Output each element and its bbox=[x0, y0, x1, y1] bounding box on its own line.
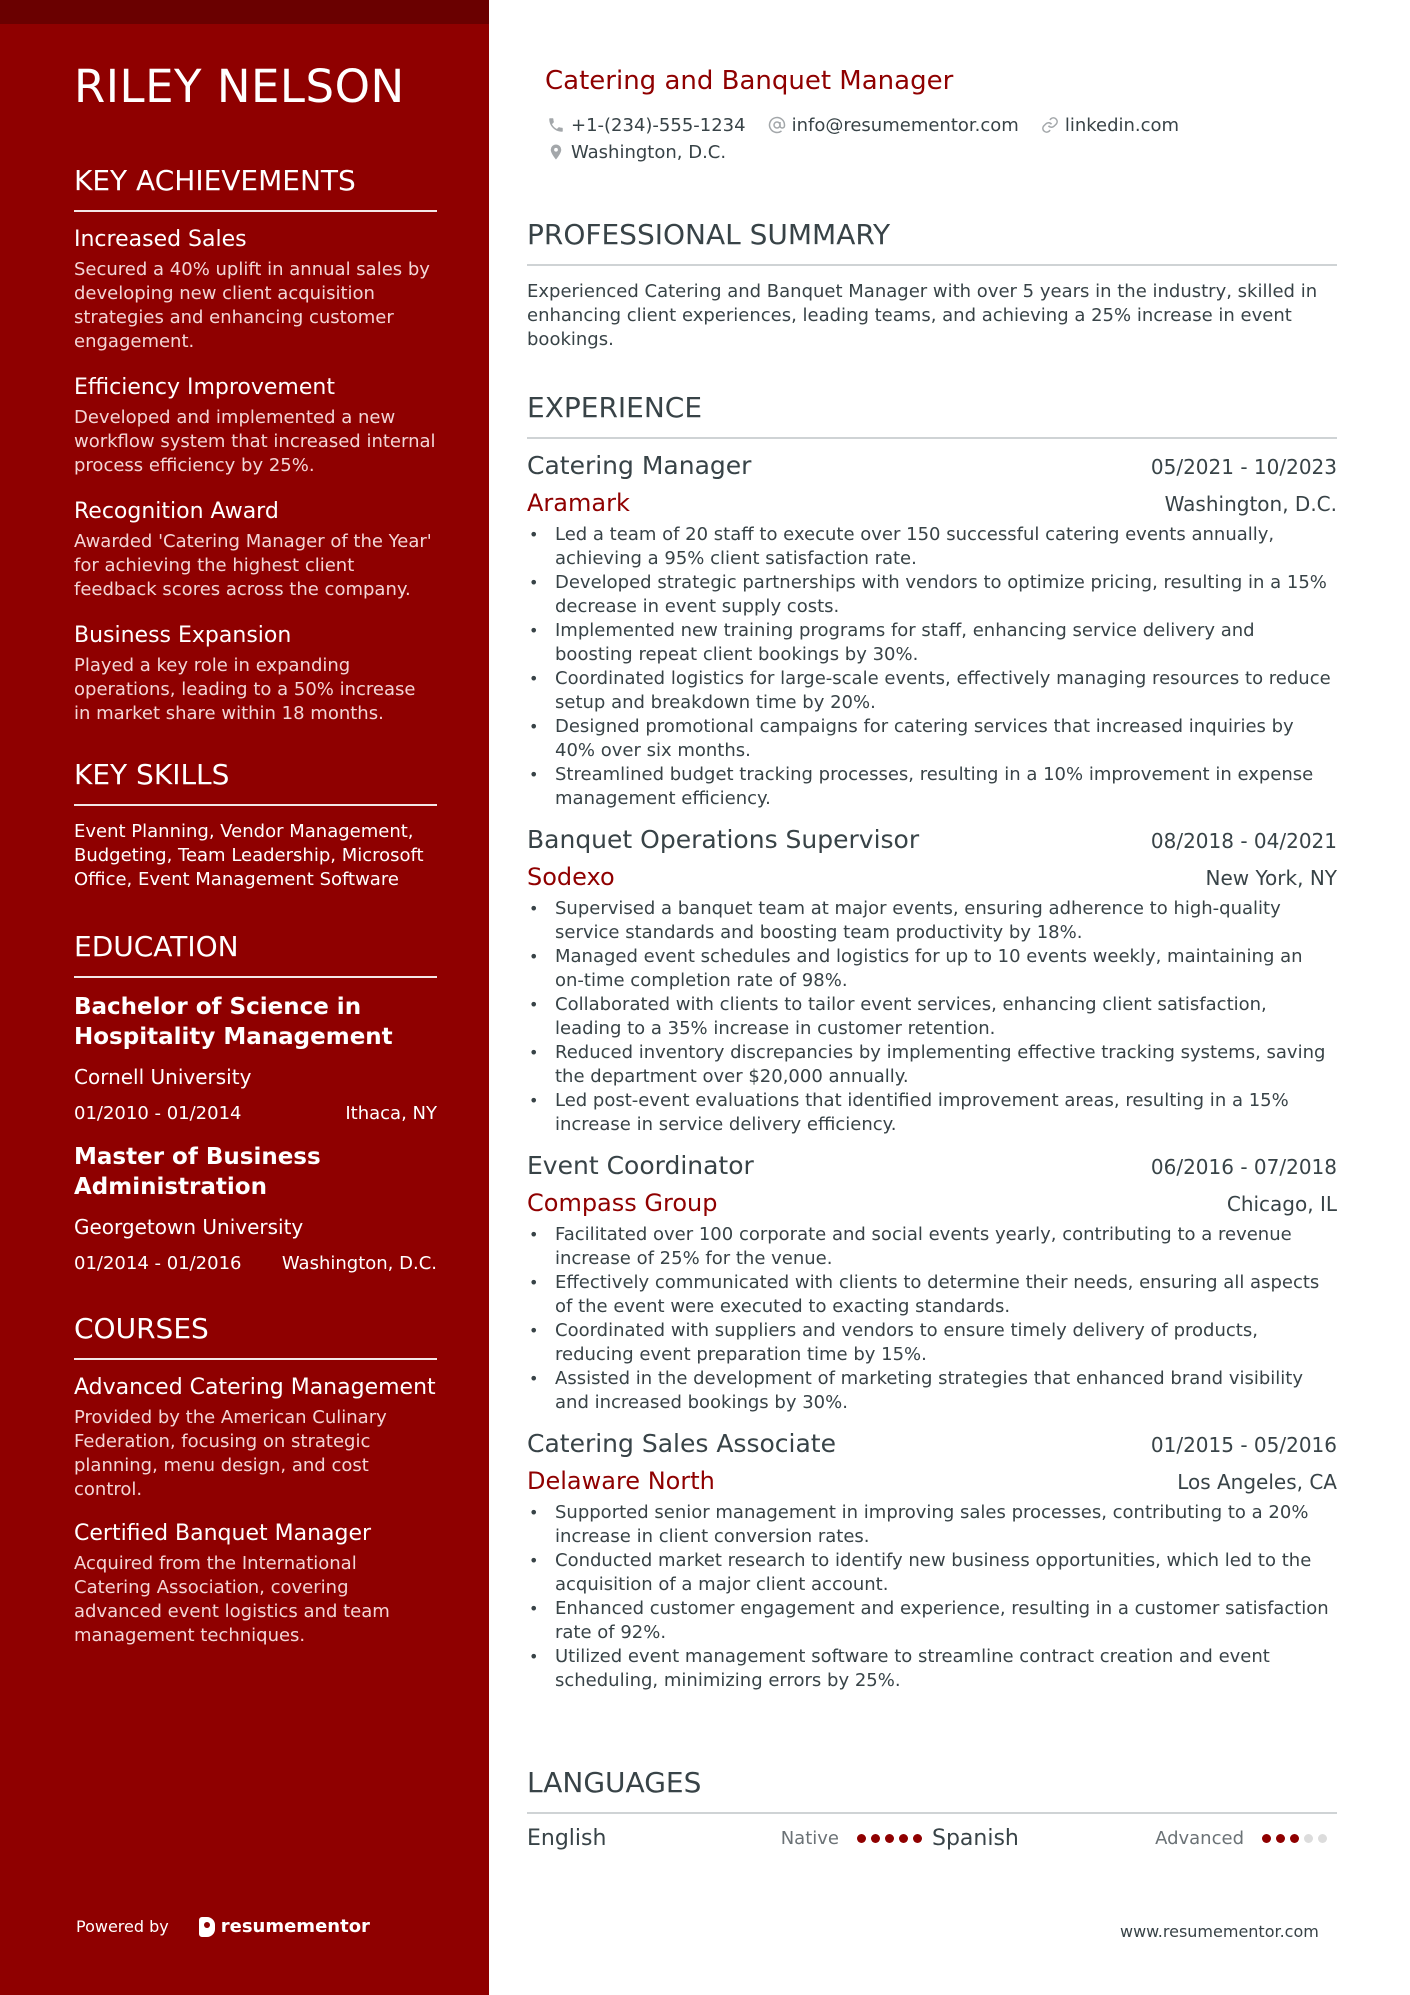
achievement-title: Increased Sales bbox=[74, 227, 247, 252]
rating-dot-filled bbox=[1290, 1834, 1299, 1843]
experience-dates: 06/2016 - 07/2018 bbox=[1150, 1155, 1337, 1179]
sidebar bbox=[0, 0, 489, 1995]
rating-dot-filled bbox=[871, 1834, 880, 1843]
education-degree: Master of Business Administration bbox=[74, 1144, 321, 1200]
experience-subheader bbox=[527, 1188, 1337, 1219]
experience-header bbox=[527, 1149, 1337, 1184]
email-text: info@resumementor.com bbox=[791, 114, 1019, 136]
location-text: Washington, D.C. bbox=[571, 141, 727, 163]
experience-item bbox=[527, 1149, 1337, 1415]
job-title: Catering and Banquet Manager bbox=[545, 66, 954, 96]
experience-role: Catering Sales Associate bbox=[527, 1429, 836, 1458]
bullet-item: • Effectively communicated with clients to determine their needs, ensuring all aspects of the event were executed to exacting standards. bbox=[527, 1271, 1337, 1319]
contact-location bbox=[545, 141, 726, 163]
summary-title: PROFESSIONAL SUMMARY bbox=[527, 218, 1337, 266]
rating-dot-filled bbox=[1276, 1834, 1285, 1843]
achievement-desc: Secured a 40% uplift in annual sales by developing new client acquisition strategies and enhancing customer engagement. bbox=[74, 259, 430, 352]
at-icon bbox=[766, 114, 788, 136]
experience-role: Catering Manager bbox=[527, 451, 752, 480]
contact-row bbox=[545, 139, 1325, 165]
bullet-item: • Facilitated over 100 corporate and social events yearly, contributing to a revenue increase of 25% for the venue. bbox=[527, 1223, 1337, 1271]
experience-header bbox=[527, 449, 1337, 484]
language-level: Advanced bbox=[1155, 1828, 1244, 1849]
course-desc: Provided by the American Culinary Federation, focusing on strategic planning, menu design, and cost control. bbox=[74, 1407, 387, 1500]
linkedin-text: linkedin.com bbox=[1064, 114, 1180, 136]
experience-item bbox=[527, 449, 1337, 811]
rating-dot-filled bbox=[1262, 1834, 1271, 1843]
key-skills-section bbox=[74, 758, 437, 892]
rating-dot-empty bbox=[1304, 1834, 1313, 1843]
footer-url[interactable]: www.resumementor.com bbox=[1120, 1922, 1319, 1941]
education-dates: 01/2010 - 01/2014 bbox=[74, 1103, 242, 1124]
rating-dot-filled bbox=[913, 1834, 922, 1843]
summary-text: Experienced Catering and Banquet Manager with over 5 years in the industry, skilled in enhancing client experiences, leading teams, and achieving a 25% increase in event bookings. bbox=[527, 281, 1318, 350]
education-degree: Bachelor of Science in Hospitality Management bbox=[74, 994, 393, 1050]
phone-text: +1-(234)-555-1234 bbox=[571, 114, 746, 136]
bullet-item: • Collaborated with clients to tailor event services, enhancing client satisfaction, leading to a 35% increase in customer retention. bbox=[527, 993, 1337, 1041]
bullet-item: • Led a team of 20 staff to execute over 150 successful catering events annually, achieving a 95% client satisfaction rate. bbox=[527, 523, 1337, 571]
achievement-title: Recognition Award bbox=[74, 499, 279, 524]
key-achievements-title: KEY ACHIEVEMENTS bbox=[74, 164, 437, 212]
course-title: Advanced Catering Management bbox=[74, 1375, 436, 1400]
education-item bbox=[74, 1142, 437, 1276]
achievement-title: Efficiency Improvement bbox=[74, 375, 335, 400]
education-school: Georgetown University bbox=[74, 1215, 304, 1239]
experience-location: Chicago, IL bbox=[1226, 1192, 1337, 1216]
brand-logo[interactable] bbox=[199, 1916, 370, 1937]
education-location: Ithaca, NY bbox=[345, 1103, 437, 1124]
achievement-desc: Developed and implemented a new workflow system that increased internal process efficiency by 25%. bbox=[74, 407, 436, 476]
education-title: EDUCATION bbox=[74, 930, 437, 978]
summary-section bbox=[527, 218, 1337, 352]
achievement-desc: Played a key role in expanding operations, leading to a 50% increase in market share within 18 months. bbox=[74, 655, 416, 724]
education-dates: 01/2014 - 01/2016 bbox=[74, 1253, 242, 1274]
bullet-item: • Streamlined budget tracking processes, resulting in a 10% improvement in expense management efficiency. bbox=[527, 763, 1337, 811]
achievement-item bbox=[74, 226, 437, 354]
contact-email[interactable] bbox=[766, 114, 1019, 136]
bullet-item: • Implemented new training programs for staff, enhancing service delivery and boosting repeat client bookings by 30%. bbox=[527, 619, 1337, 667]
language-rating bbox=[857, 1834, 927, 1843]
experience-company: Aramark bbox=[527, 489, 630, 517]
experience-title: EXPERIENCE bbox=[527, 391, 1337, 439]
bullet-item: • Supported senior management in improving sales processes, contributing to a 20% increase in client conversion rates. bbox=[527, 1501, 1337, 1549]
course-title: Certified Banquet Manager bbox=[74, 1521, 372, 1546]
bullet-item: • Supervised a banquet team at major events, ensuring adherence to high-quality service standards and boosting team productivity by 18%. bbox=[527, 897, 1337, 945]
experience-bullets bbox=[527, 523, 1337, 811]
education-item bbox=[74, 992, 437, 1126]
key-skills-title: KEY SKILLS bbox=[74, 758, 437, 806]
languages-row bbox=[527, 1826, 1337, 1851]
achievement-item bbox=[74, 498, 437, 602]
experience-location: New York, NY bbox=[1205, 866, 1337, 890]
powered-by-label: Powered by bbox=[76, 1917, 169, 1936]
experience-company: Compass Group bbox=[527, 1189, 718, 1217]
course-item bbox=[74, 1520, 437, 1648]
achievement-title: Business Expansion bbox=[74, 623, 292, 648]
location-pin-icon bbox=[545, 141, 567, 163]
experience-bullets bbox=[527, 1223, 1337, 1415]
link-icon bbox=[1039, 114, 1061, 136]
experience-role: Banquet Operations Supervisor bbox=[527, 825, 920, 854]
education-meta bbox=[74, 1252, 437, 1276]
bullet-item: • Managed event schedules and logistics for up to 10 events weekly, maintaining an on-time completion rate of 98%. bbox=[527, 945, 1337, 993]
contact-row bbox=[545, 112, 1325, 138]
sidebar-content bbox=[74, 58, 437, 1666]
bullet-item: • Reduced inventory discrepancies by implementing effective tracking systems, saving the department over $20,000 annually. bbox=[527, 1041, 1337, 1089]
language-item bbox=[932, 1826, 1337, 1851]
key-skills-text: Event Planning, Vendor Management, Budgeting, Team Leadership, Microsoft Office, Event Management Software bbox=[74, 821, 424, 890]
contact-info bbox=[545, 112, 1325, 166]
powered-by bbox=[76, 1916, 370, 1937]
bullet-item: • Led post-event evaluations that identified improvement areas, resulting in a 15% increase in service delivery efficiency. bbox=[527, 1089, 1337, 1137]
languages-title: LANGUAGES bbox=[527, 1766, 1337, 1814]
achievement-desc: Awarded 'Catering Manager of the Year' for achieving the highest client feedback scores across the company. bbox=[74, 531, 432, 600]
experience-subheader bbox=[527, 488, 1337, 519]
language-name: Spanish bbox=[932, 1826, 1019, 1851]
experience-dates: 08/2018 - 04/2021 bbox=[1150, 829, 1337, 853]
bullet-item: • Utilized event management software to streamline contract creation and event scheduling, minimizing errors by 25%. bbox=[527, 1645, 1337, 1693]
bullet-item: • Conducted market research to identify new business opportunities, which led to the acquisition of a major client account. bbox=[527, 1549, 1337, 1597]
candidate-name: RILEY NELSON bbox=[74, 60, 405, 113]
education-school: Cornell University bbox=[74, 1065, 252, 1089]
experience-location: Los Angeles, CA bbox=[1177, 1470, 1337, 1494]
course-desc: Acquired from the International Catering Association, covering advanced event logistics and team management techniques. bbox=[74, 1553, 390, 1646]
brand-name: resumementor bbox=[220, 1916, 370, 1937]
rating-dot-empty bbox=[1318, 1834, 1327, 1843]
sidebar-top-bar bbox=[0, 0, 489, 24]
experience-item bbox=[527, 823, 1337, 1137]
key-achievements-section bbox=[74, 164, 437, 726]
courses-section bbox=[74, 1312, 437, 1648]
bullet-item: • Developed strategic partnerships with vendors to optimize pricing, resulting in a 15% decrease in event supply costs. bbox=[527, 571, 1337, 619]
rating-dot-filled bbox=[857, 1834, 866, 1843]
language-level: Native bbox=[780, 1828, 839, 1849]
bullet-item: • Designed promotional campaigns for catering services that increased inquiries by 40% over six months. bbox=[527, 715, 1337, 763]
language-item bbox=[527, 1826, 932, 1851]
contact-linkedin[interactable] bbox=[1039, 114, 1179, 136]
experience-item bbox=[527, 1427, 1337, 1693]
bullet-item: • Enhanced customer engagement and experience, resulting in a customer satisfaction rate of 92%. bbox=[527, 1597, 1337, 1645]
experience-location: Washington, D.C. bbox=[1164, 492, 1337, 516]
languages-section bbox=[527, 1766, 1337, 1851]
experience-bullets bbox=[527, 897, 1337, 1137]
experience-section bbox=[527, 391, 1337, 1693]
rating-dot-filled bbox=[885, 1834, 894, 1843]
bullet-item: • Coordinated with suppliers and vendors to ensure timely delivery of products, reducing event preparation time by 15%. bbox=[527, 1319, 1337, 1367]
bullet-item: • Coordinated logistics for large-scale events, effectively managing resources to reduce setup and breakdown time by 20%. bbox=[527, 667, 1337, 715]
experience-header bbox=[527, 823, 1337, 858]
brand-mark-icon bbox=[199, 1917, 215, 1937]
experience-dates: 05/2021 - 10/2023 bbox=[1150, 455, 1337, 479]
experience-bullets bbox=[527, 1501, 1337, 1693]
experience-company: Delaware North bbox=[527, 1467, 715, 1495]
achievement-item bbox=[74, 374, 437, 478]
experience-subheader bbox=[527, 1466, 1337, 1497]
experience-company: Sodexo bbox=[527, 863, 615, 891]
experience-subheader bbox=[527, 862, 1337, 893]
language-rating bbox=[1262, 1834, 1332, 1843]
bullet-item: • Assisted in the development of marketing strategies that enhanced brand visibility and increased bookings by 30%. bbox=[527, 1367, 1337, 1415]
phone-icon bbox=[545, 114, 567, 136]
education-meta bbox=[74, 1102, 437, 1126]
course-item bbox=[74, 1374, 437, 1502]
contact-phone[interactable] bbox=[545, 114, 746, 136]
rating-dot-filled bbox=[899, 1834, 908, 1843]
experience-header bbox=[527, 1427, 1337, 1462]
courses-title: COURSES bbox=[74, 1312, 437, 1360]
language-name: English bbox=[527, 1826, 607, 1851]
experience-role: Event Coordinator bbox=[527, 1151, 754, 1180]
education-section bbox=[74, 930, 437, 1276]
experience-dates: 01/2015 - 05/2016 bbox=[1150, 1433, 1337, 1457]
achievement-item bbox=[74, 622, 437, 726]
education-location: Washington, D.C. bbox=[281, 1253, 437, 1274]
